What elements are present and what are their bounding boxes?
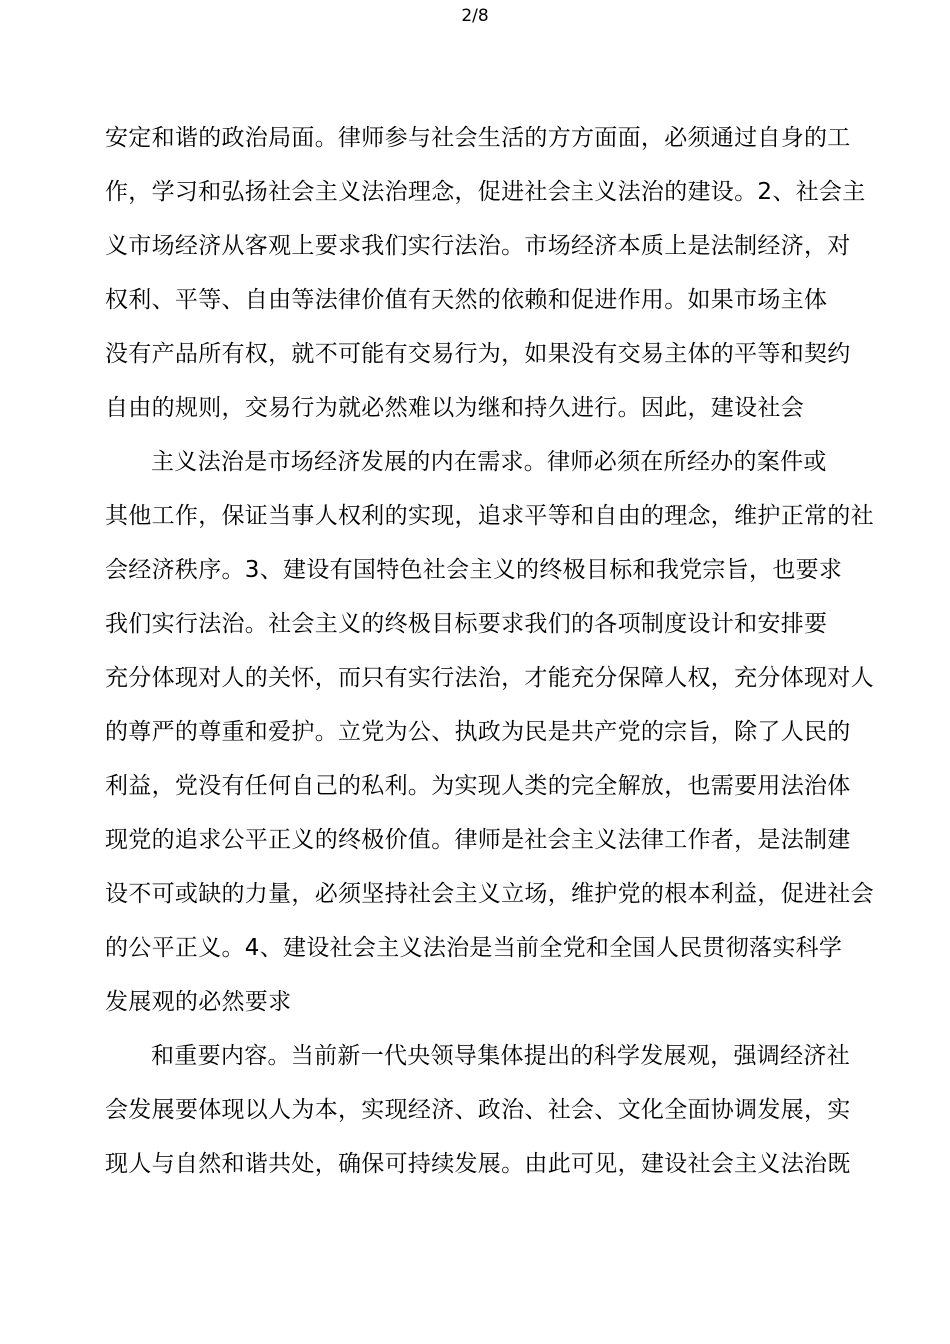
text-line: 自由的规则，交易行为就必然难以为继和持久进行。因此，建设社会 xyxy=(105,395,804,421)
text-line: 我们实行法治。社会主义的终极目标要求我们的各项制度设计和安排要 xyxy=(105,611,828,637)
text-line: 利益，党没有任何自己的私利。为实现人类的完全解放，也需要用法治体 xyxy=(105,773,851,799)
text-line: 权利、平等、自由等法律价值有天然的依赖和促进作用。如果市场主体 xyxy=(105,287,828,313)
paragraph xyxy=(105,435,874,1029)
paragraph xyxy=(105,111,865,435)
paragraph xyxy=(105,1029,865,1191)
text-line: 其他工作，保证当事人权利的实现，追求平等和自由的理念，维护正常的社 xyxy=(105,503,874,529)
text-line: 充分体现对人的关怀，而只有实行法治，才能充分保障人权，充分体现对人 xyxy=(105,665,874,691)
text-line: 没有产品所有权，就不可能有交易行为，如果没有交易主体的平等和契约 xyxy=(105,341,851,367)
text-line: 主义法治是市场经济发展的内在需求。律师必须在所经办的案件或 xyxy=(151,449,827,475)
text-line: 的尊严的尊重和爱护。立党为公、执政为民是共产党的宗旨，除了人民的 xyxy=(105,719,851,745)
text-line: 设不可或缺的力量，必须坚持社会主义立场，维护党的根本利益，促进社会 xyxy=(105,881,874,907)
text-line: 现党的追求公平正义的终极价值。律师是社会主义法律工作者，是法制建 xyxy=(105,827,851,853)
text-line: 会发展要体现以人为本，实现经济、政治、社会、文化全面协调发展，实 xyxy=(105,1097,851,1123)
text-line: 现人与自然和谐共处，确保可持续发展。由此可见，建设社会主义法治既 xyxy=(105,1151,851,1177)
text-line: 和重要内容。当前新一代央领导集体提出的科学发展观，强调经济社 xyxy=(151,1043,850,1069)
text-line: 义市场经济从客观上要求我们实行法治。市场经济本质上是法制经济，对 xyxy=(105,233,851,259)
text-line: 安定和谐的政治局面。律师参与社会生活的方方面面，必须通过自身的工 xyxy=(105,125,851,151)
text-line: 会经济秩序。3、建设有国特色社会主义的终极目标和我党宗旨，也要求 xyxy=(105,557,843,583)
text-line: 作，学习和弘扬社会主义法治理念，促进社会主义法治的建设。2、社会主 xyxy=(105,179,866,205)
text-line: 的公平正义。4、建设社会主义法治是当前全党和全国人民贯彻落实科学 xyxy=(105,935,843,961)
text-line: 发展观的必然要求 xyxy=(105,989,292,1015)
document-body xyxy=(105,111,874,1191)
page-number: 2/8 xyxy=(461,6,489,26)
